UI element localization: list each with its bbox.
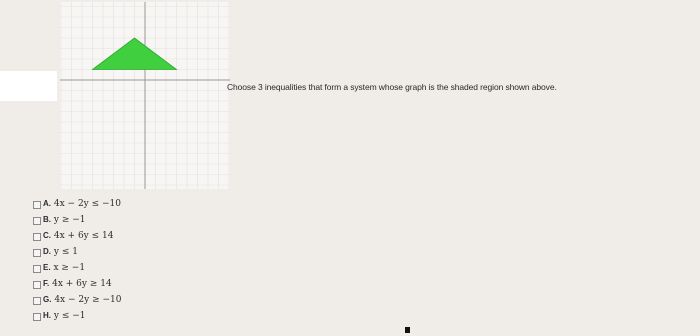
graph-svg (60, 2, 230, 189)
option-a-checkbox[interactable] (33, 201, 41, 209)
shaded-region (93, 38, 177, 70)
option-d-checkbox[interactable] (33, 249, 41, 257)
option-g-checkbox[interactable] (33, 297, 41, 305)
question-text: Choose 3 inequalities that form a system whose graph is the shaded region shown above. (227, 82, 557, 92)
option-h-label: y ≤ −1 (53, 311, 86, 321)
option-b-letter: B. (43, 215, 51, 224)
coordinate-graph (60, 2, 230, 189)
option-f-label: 4x + 6y ≥ 14 (52, 279, 112, 289)
option-d-letter: D. (43, 247, 51, 256)
option-b-checkbox[interactable] (33, 217, 41, 225)
option-e-label: x ≥ −1 (53, 263, 86, 273)
option-b-label: y ≥ −1 (53, 215, 86, 225)
option-f-checkbox[interactable] (33, 281, 41, 289)
white-block (0, 71, 57, 101)
option-d-label: y ≤ 1 (53, 247, 78, 257)
option-c-checkbox[interactable] (33, 233, 41, 241)
option-f-letter: F. (43, 279, 50, 288)
option-a-letter: A. (43, 199, 51, 208)
option-a-label: 4x − 2y ≤ −10 (53, 199, 122, 209)
option-g-label: 4x − 2y ≥ −10 (54, 295, 122, 305)
option-c-label: 4x + 6y ≤ 14 (53, 231, 114, 241)
option-e-letter: E. (43, 263, 51, 272)
option-e-checkbox[interactable] (33, 265, 41, 273)
option-h-checkbox[interactable] (33, 313, 41, 321)
mouse-cursor-icon (405, 327, 410, 333)
option-c-letter: C. (43, 231, 51, 240)
option-g-letter: G. (43, 295, 52, 304)
option-h-letter: H. (43, 311, 51, 320)
